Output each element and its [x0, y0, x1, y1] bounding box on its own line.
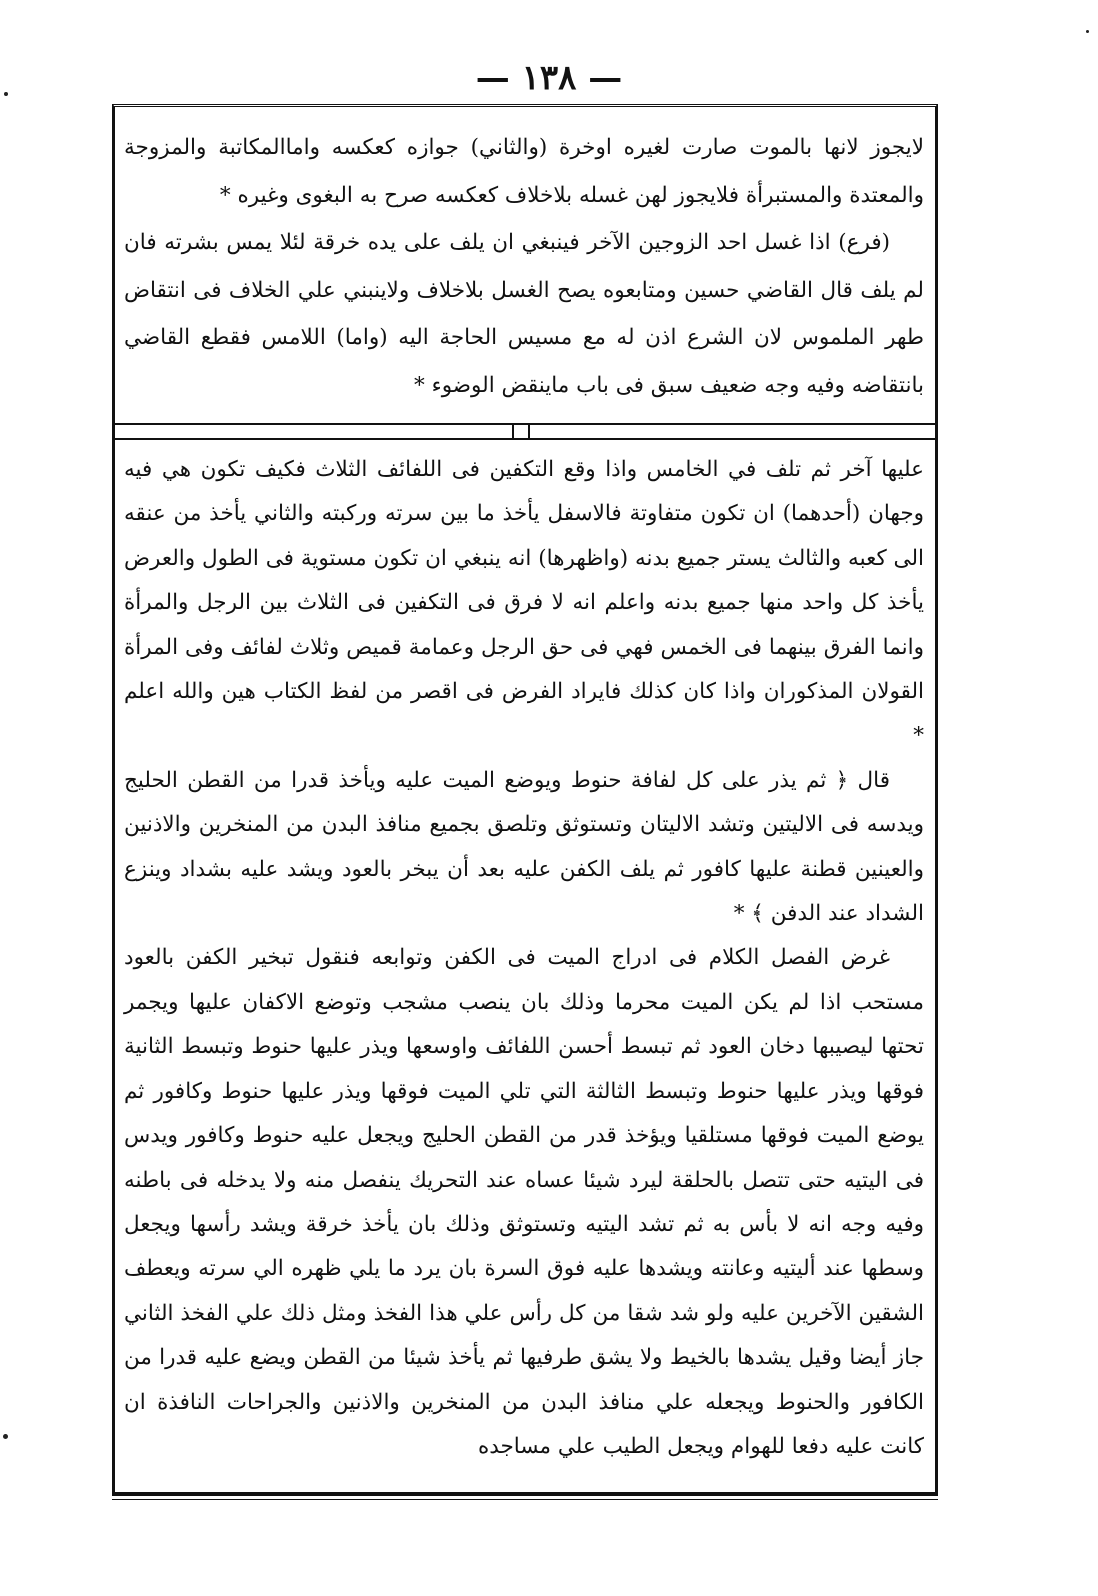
frame-bottom-border: [112, 1492, 938, 1500]
section-divider-bottom: [112, 438, 938, 440]
section-divider-ornament: [512, 423, 530, 438]
upper-text-section: [124, 124, 924, 410]
upper-paragraph-1: لايجوز لانها بالموت صارت لغيره اوخرة (والثاني) جوازه كعكسه واماالمكاتبة والمزوجة والمعتدة والمستبرأة فلايجوز لهن غسله بلاخلاف كعكسه صرح به البغوى وغيره *: [124, 135, 924, 208]
lower-paragraph-2: قال ﴿ ثم يذر على كل لفافة حنوط ويوضع الميت عليه ويأخذ قدرا من القطن الحليج ويدسه فى الاليتين وتشد الاليتان وتستوثق وتلصق بجميع منافذ البدن من المنخرين والاذنين والعينين قطنة عليها كافور ثم يلف الكفن عليه بعد أن يبخر بالعود ويشد عليه بشداد وينزع الشداد عند الدفن ﴾ *: [124, 767, 924, 927]
scan-speck: [3, 1434, 8, 1439]
scan-speck: [1086, 30, 1089, 33]
scan-speck: [4, 92, 8, 96]
lower-paragraph-3: غرض الفصل الكلام فى ادراج الميت فى الكفن وتوابعه فنقول تبخير الكفن بالعود مستحب اذا لم يكن الميت محرما وذلك بان ينصب مشجب وتوضع الاكفان عليها ويجمر تحتها ليصيبها دخان العود ثم تبسط أحسن اللفائف واوسعها ويذر عليها حنوط وتبسط الثانية فوقها ويذر عليها حنوط وتبسط الثالثة التي تلي الميت فوقها ويذر عليها حنوط وكافور ثم يوضع الميت فوقها مستلقيا ويؤخذ قدر من القطن الحليج ويجعل عليه حنوط وكافور ويدس فى اليتيه حتى تتصل بالحلقة ليرد شيئا عساه عند التحريك ينفصل منه ولا يدخله فى باطنه وفيه وجه انه لا بأس به ثم تشد اليتيه وتستوثق وذلك بان يأخذ خرقة ويشد رأسها ويجعل وسطها عند أليتيه وعانته ويشدها عليه فوق السرة بان يرد ما يلي ظهره الي سرته ويعطف الشقين الآخرين عليه ولو شد شقا من كل رأس علي هذا الفخذ ومثل ذلك علي الفخذ الثاني جاز أيضا وقيل يشدها بالخيط ولا يشق طرفيها ثم يأخذ شيئا من القطن ويضع عليه قدرا من الكافور والحنوط ويجعله علي منافذ البدن من المنخرين والاذنين والجراحات النافذة ان كانت عليه دفعا للهوام ويجعل الطيب علي مساجده: [124, 945, 924, 1459]
page-number: — ١٣٨ —: [475, 58, 623, 98]
lower-paragraph-1: عليها آخر ثم تلف في الخامس واذا وقع التكفين فى اللفائف الثلاث فكيف تكون هي فيه وجهان (أحدهما) ان تكون متفاوتة فالاسفل يأخذ ما بين سرته وركبته والثاني يأخذ من عنقه الى كعبه والثالث يستر جميع بدنه (واظهرها) انه ينبغي ان تكون مستوية فى الطول والعرض يأخذ كل واحد منها جميع بدنه واعلم انه لا فرق فى التكفين فى الثلاث بين الرجل والمرأة وانما الفرق بينهما فى الخمس فهي فى حق الرجل وعمامة قميص وثلاث لفائف وفى المرأة القولان المذكوران واذا كان كذلك فايراد الفرض فى اقصر من لفظ الكتاب هين والله اعلم *: [124, 457, 924, 749]
upper-paragraph-2: (فرع) اذا غسل احد الزوجين الآخر فينبغي ان يلف على يده خرقة لئلا يمس بشرته فان لم يلف قال القاضي حسين ومتابعوه يصح الغسل بلاخلاف ولاينبني علي الخلاف فى انتقاض طهر الملموس لان الشرع اذن له مع مسيس الحاجة اليه (واما) اللامس فقطع القاضي بانتقاضه وفيه وجه ضعيف سبق فى باب ماينقض الوضوء *: [124, 230, 924, 398]
lower-text-section: [124, 448, 924, 1469]
